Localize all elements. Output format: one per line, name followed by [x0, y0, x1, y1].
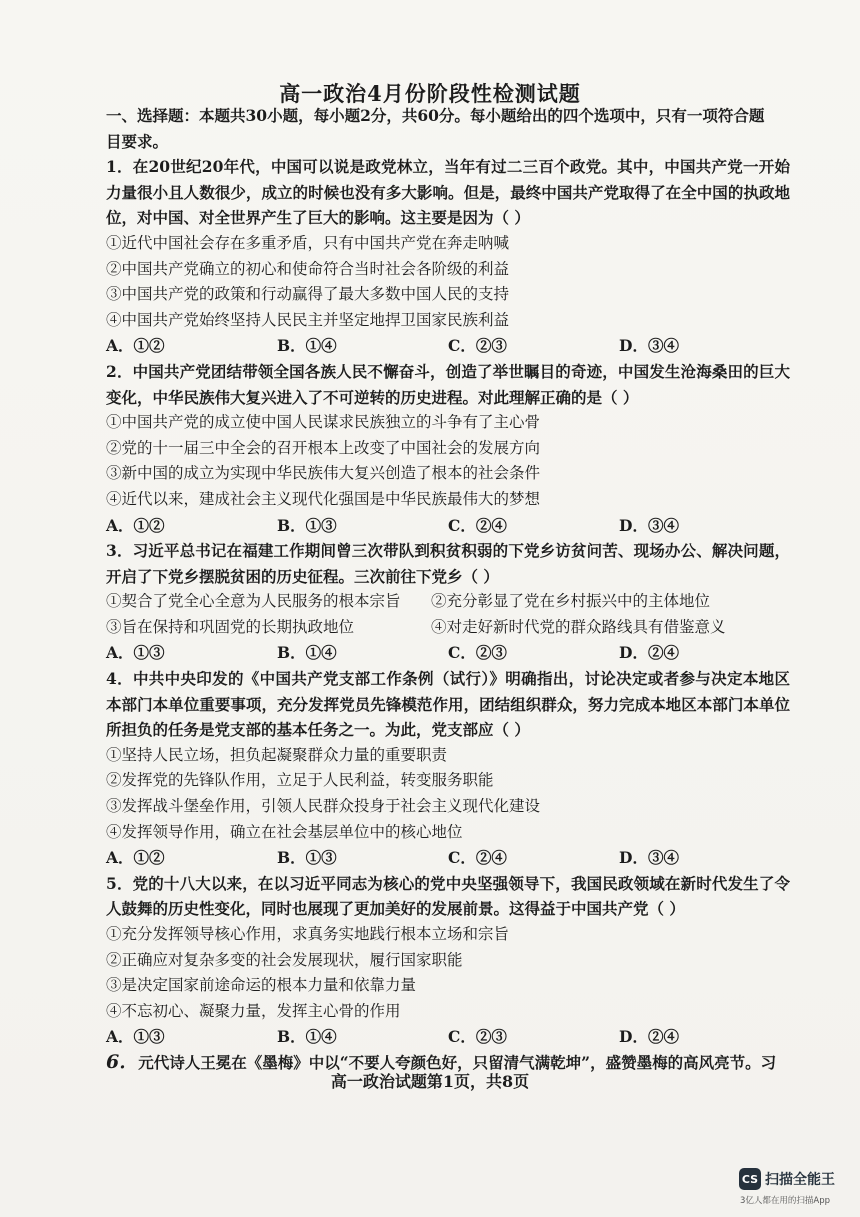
option-item: ④中国共产党始终坚持人民民主并坚定地捍卫国家民族利益 [106, 310, 510, 329]
answer-choices [106, 513, 790, 539]
question-stem: 1．在20世纪20年代，中国可以说是政党林立，当年有过二三百个政党。其中，中国共产党一开始力量很小且人数很少，成立的时候也没有多大影响。但是，最终中国共产党取得了在全中国的执政地位，对中国、对全世界产生了巨大的影响。这主要是因为（ ） [106, 157, 790, 228]
question-5 [106, 871, 790, 1050]
choice-b[interactable]: B．①③ [277, 515, 337, 535]
page-title: 高一政治4月份阶段性检测试题 [279, 81, 581, 106]
option-item: ①契合了党全心全意为人民服务的根本宗旨 [106, 592, 401, 611]
question-4 [106, 666, 790, 871]
option-item: ②充分彰显了党在乡村振兴中的主体地位 [431, 592, 711, 611]
question-list [106, 103, 790, 1076]
question-stem: 2．中国共产党团结带领全国各族人民不懈奋斗，创造了举世瞩目的奇迹，中国发生沧海桑田的巨大变化，中华民族伟大复兴进入了不可逆转的历史进程。对此理解正确的是（ ） [106, 361, 790, 407]
option-item: ③中国共产党的政策和行动赢得了最大多数中国人民的支持 [106, 285, 510, 304]
option-item: ②党的十一届三中全会的召开根本上改变了中国社会的发展方向 [106, 438, 541, 457]
question-stem: 4．中共中央印发的《中国共产党支部工作条例（试行）》明确指出，讨论决定或者参与决定本地区本部门本单位重要事项，充分发挥党员先锋模范作用，团结组织群众，努力完成本地区本部门本单位所担负的任务是党支部的基本任务之一。为此，党支部应（ ） [106, 669, 790, 740]
choice-c[interactable]: C．②④ [448, 515, 507, 535]
option-item: ②中国共产党确立的初心和使命符合当时社会各阶级的利益 [106, 259, 510, 278]
question-number: 6． [106, 1050, 139, 1073]
choice-a[interactable]: A．①③ [106, 1027, 165, 1047]
choice-d[interactable]: D．③④ [619, 336, 679, 356]
choice-d[interactable]: D．②④ [619, 1027, 679, 1047]
option-item: ①近代中国社会存在多重矛盾，只有中国共产党在奔走呐喊 [106, 233, 510, 252]
section-instructions: 一、选择题：本题共30小题，每小题2分，共60分。每小题给出的四个选项中，只有一项符合题 目要求。 [106, 106, 765, 151]
answer-choices [106, 845, 790, 871]
question-stem: 3．习近平总书记在福建工作期间曾三次带队到积贫积弱的下党乡访贫问苦、现场办公、解决问题，开启了下党乡摆脱贫困的历史征程。三次前往下党乡（ ） [106, 541, 790, 586]
choice-d[interactable]: D．③④ [619, 848, 679, 868]
option-item: ③是决定国家前途命运的根本力量和依靠力量 [106, 976, 417, 995]
question-3 [106, 538, 790, 666]
answer-choices [106, 333, 790, 359]
option-item: ③新中国的成立为实现中华民族伟大复兴创造了根本的社会条件 [106, 464, 541, 483]
option-row [106, 615, 790, 641]
choice-a[interactable]: A．①② [106, 515, 165, 535]
question-stem: 元代诗人王冕在《墨梅》中以“不要人夸颜色好，只留清气满乾坤”，盛赞墨梅的高风亮节。习 [138, 1052, 777, 1072]
scanner-tagline: 3亿人都在用的扫描App [740, 1196, 831, 1206]
option-item: ①中国共产党的成立使中国人民谋求民族独立的斗争有了主心骨 [106, 413, 541, 432]
choice-c[interactable]: C．②③ [448, 336, 507, 356]
choice-c[interactable]: C．②③ [448, 1027, 507, 1047]
scanner-watermark [739, 1168, 835, 1190]
scanner-app-name: 扫描全能王 [765, 1172, 835, 1188]
choice-b[interactable]: B．①④ [277, 643, 337, 663]
choice-a[interactable]: A．①② [106, 848, 165, 868]
option-item: ②正确应对复杂多变的社会发展现状，履行国家职能 [106, 950, 463, 969]
question-stem: 5．党的十八大以来，在以习近平同志为核心的党中央坚强领导下，我国民政领域在新时代发生了令人鼓舞的历史性变化，同时也展现了更加美好的发展前景。这得益于中国共产党（ ） [106, 873, 790, 919]
camscanner-logo-icon: CS [739, 1168, 761, 1190]
option-item: ④近代以来，建成社会主义现代化强国是中华民族最伟大的梦想 [106, 489, 541, 508]
choice-a[interactable]: A．①② [106, 336, 165, 356]
choice-c[interactable]: C．②④ [448, 848, 507, 868]
option-row [106, 589, 790, 615]
choice-b[interactable]: B．①④ [277, 1027, 337, 1047]
choice-d[interactable]: D．②④ [619, 643, 679, 663]
question-2 [106, 359, 790, 538]
option-item: ③旨在保持和巩固党的长期执政地位 [106, 617, 355, 636]
option-item: ①充分发挥领导核心作用，求真务实地践行根本立场和宗旨 [106, 925, 510, 943]
choice-c[interactable]: C．②③ [448, 643, 507, 663]
option-item: ②发挥党的先锋队作用，立足于人民利益，转变服务职能 [106, 771, 494, 790]
answer-choices [106, 1024, 790, 1050]
answer-choices [106, 640, 790, 666]
option-item: ③发挥战斗堡垒作用，引领人民群众投身于社会主义现代化建设 [106, 797, 541, 816]
question-1 [106, 154, 790, 359]
choice-b[interactable]: B．①④ [277, 336, 337, 356]
page-footer: 高一政治试题第1页，共8页 [330, 1072, 530, 1091]
option-item: ④发挥领导作用，确立在社会基层单位中的核心地位 [106, 822, 463, 841]
option-item: ④对走好新时代党的群众路线具有借鉴意义 [431, 617, 726, 636]
choice-d[interactable]: D．③④ [619, 515, 679, 535]
option-item: ①坚持人民立场，担负起凝聚群众力量的重要职责 [106, 745, 448, 764]
option-item: ④不忘初心、凝聚力量，发挥主心骨的作用 [106, 1001, 401, 1020]
choice-b[interactable]: B．①③ [277, 848, 337, 868]
choice-a[interactable]: A．①③ [106, 643, 165, 663]
